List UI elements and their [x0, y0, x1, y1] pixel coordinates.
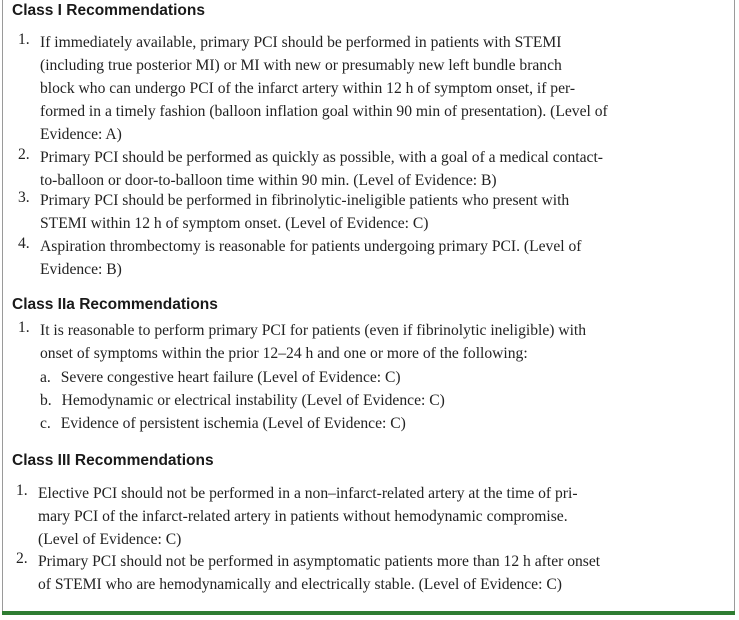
item-line: Primary PCI should not be performed in asymptomatic patients more than 12 h after onset: [38, 553, 601, 570]
class-iii-heading: Class III Recommendations: [12, 452, 214, 469]
subitem-text: Evidence of persistent ischemia (Level of Evidence: C): [60, 415, 406, 432]
class-iia-heading: Class IIa Recommendations: [12, 296, 218, 313]
class-i-item-3: [18, 189, 569, 235]
item-line: Primary PCI should be performed in fibrinolytic-ineligible patients who present with: [40, 192, 570, 209]
item-line: block who can undergo PCI of the infarct artery within 12 h of symptom onset, if per-: [40, 80, 576, 97]
class-iii-item-2: [16, 550, 600, 596]
item-line: (including true posterior MI) or MI with new or presumably new left bundle branch: [40, 57, 562, 74]
class-iia-subitem-a: [40, 366, 401, 389]
item-number: 2.: [18, 146, 30, 163]
subitem-letter: a.: [40, 369, 51, 386]
item-line: Aspiration thrombectomy is reasonable for patients undergoing primary PCI. (Level of: [40, 238, 582, 255]
class-i-item-2: [18, 146, 603, 192]
item-line: Primary PCI should be performed as quickly as possible, with a goal of a medical contact-: [40, 149, 603, 166]
bottom-rule: [2, 611, 735, 615]
item-line: mary PCI of the infarct-related artery in patients without hemodynamic compromise.: [38, 508, 568, 525]
item-number: 4.: [18, 235, 30, 252]
item-line: Elective PCI should not be performed in a non–infarct-related artery at the time of pri-: [38, 485, 578, 502]
item-number: 3.: [18, 189, 30, 206]
class-i-item-1: [18, 31, 608, 146]
item-number: 1.: [18, 31, 30, 48]
item-number: 1.: [18, 319, 30, 336]
item-number: 1.: [16, 482, 28, 499]
subitem-text: Hemodynamic or electrical instability (Level of Evidence: C): [61, 392, 445, 409]
item-line: It is reasonable to perform primary PCI for patients (even if fibrinolytic ineligible) with: [40, 322, 587, 339]
item-line: Evidence: A): [40, 126, 122, 143]
class-i-item-4: [18, 235, 581, 281]
subitem-letter: c.: [40, 415, 51, 432]
subitem-text: Severe congestive heart failure (Level of Evidence: C): [60, 369, 401, 386]
item-line: (Level of Evidence: C): [38, 531, 182, 548]
class-iia-subitem-b: [40, 389, 445, 412]
class-iia-item-1: [18, 319, 586, 365]
item-line: If immediately available, primary PCI should be performed in patients with STEMI: [40, 34, 562, 51]
item-line: formed in a timely fashion (balloon inflation goal within 90 min of presentation). (Level of: [40, 103, 608, 120]
class-iia-subitem-c: [40, 412, 406, 435]
class-i-heading: Class I Recommendations: [12, 2, 205, 19]
class-iii-item-1: [16, 482, 578, 551]
subitem-letter: b.: [40, 392, 52, 409]
item-line: STEMI within 12 h of symptom onset. (Level of Evidence: C): [40, 215, 429, 232]
item-line: to-balloon or door-to-balloon time within 90 min. (Level of Evidence: B): [40, 172, 497, 189]
item-line: of STEMI who are hemodynamically and electrically stable. (Level of Evidence: C): [38, 576, 562, 593]
item-line: Evidence: B): [40, 261, 122, 278]
item-line: onset of symptoms within the prior 12–24 h and one or more of the following:: [40, 345, 528, 362]
item-number: 2.: [16, 550, 28, 567]
